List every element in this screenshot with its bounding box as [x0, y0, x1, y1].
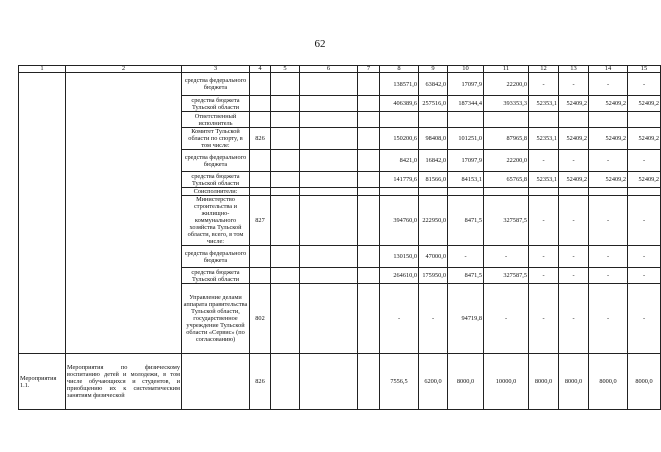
- value-cell: 101251,0: [448, 128, 484, 150]
- column-number-row: [19, 66, 661, 73]
- value-cell: 8000,0: [589, 354, 628, 410]
- empty-cell: [300, 172, 358, 188]
- empty-cell: [358, 112, 380, 128]
- value-cell: 406389,6: [380, 96, 419, 112]
- value-cell: 257516,0: [419, 96, 448, 112]
- value-cell: 52409,2: [628, 96, 661, 112]
- empty-cell: [271, 96, 300, 112]
- value-cell: 6200,0: [419, 354, 448, 410]
- column-header: 5: [271, 66, 300, 73]
- event-name-cell: [66, 73, 182, 354]
- source-cell: средства бюджета Тульской области: [182, 172, 250, 188]
- value-cell: -: [628, 246, 661, 268]
- value-cell: [448, 112, 484, 128]
- value-cell: 98408,0: [419, 128, 448, 150]
- value-cell: 87965,8: [484, 128, 529, 150]
- code-cell: [250, 73, 271, 96]
- empty-cell: [300, 96, 358, 112]
- value-cell: 264610,0: [380, 268, 419, 284]
- value-cell: 327587,5: [484, 268, 529, 284]
- value-cell: 175950,0: [419, 268, 448, 284]
- value-cell: 141779,6: [380, 172, 419, 188]
- value-cell: 52353,1: [529, 172, 559, 188]
- source-cell: средства федерального бюджета: [182, 150, 250, 172]
- empty-cell: [300, 112, 358, 128]
- empty-cell: [358, 196, 380, 246]
- section-label-cell: Соисполнители:: [182, 188, 250, 196]
- value-cell: -: [380, 284, 419, 354]
- value-cell: -: [589, 268, 628, 284]
- value-cell: [484, 112, 529, 128]
- value-cell: 17097,9: [448, 73, 484, 96]
- value-cell: [559, 188, 589, 196]
- value-cell: [529, 112, 559, 128]
- source-cell: Комитет Тульской области по спорту, в том числе:: [182, 128, 250, 150]
- code-cell: 826: [250, 128, 271, 150]
- empty-cell: [358, 246, 380, 268]
- value-cell: -: [628, 284, 661, 354]
- empty-cell: [358, 96, 380, 112]
- value-cell: 8471,5: [448, 268, 484, 284]
- empty-cell: [271, 112, 300, 128]
- empty-cell: [358, 188, 380, 196]
- value-cell: 22200,0: [484, 150, 529, 172]
- value-cell: 138571,0: [380, 73, 419, 96]
- value-cell: -: [559, 150, 589, 172]
- event-description: Мероприятия по физическому воспитанию детей и молодежи, в том числе обучающихся и студентов, и приобщению их к систематическим занятиям физической: [66, 354, 182, 410]
- column-header: 1: [19, 66, 66, 73]
- value-cell: [589, 188, 628, 196]
- column-header: 4: [250, 66, 271, 73]
- value-cell: -: [589, 150, 628, 172]
- code-cell: 827: [250, 196, 271, 246]
- empty-cell: [358, 268, 380, 284]
- empty-cell: [300, 188, 358, 196]
- column-header: 13: [559, 66, 589, 73]
- value-cell: 52353,1: [529, 128, 559, 150]
- empty-cell: [358, 284, 380, 354]
- empty-cell: [271, 246, 300, 268]
- column-header: 15: [628, 66, 661, 73]
- code-cell: [250, 96, 271, 112]
- value-cell: 394760,0: [380, 196, 419, 246]
- value-cell: -: [529, 150, 559, 172]
- value-cell: -: [529, 73, 559, 96]
- value-cell: 327587,5: [484, 196, 529, 246]
- budget-table: [18, 65, 661, 410]
- column-header: 2: [66, 66, 182, 73]
- value-cell: -: [589, 246, 628, 268]
- code-cell: [250, 246, 271, 268]
- value-cell: -: [448, 246, 484, 268]
- value-cell: 8000,0: [529, 354, 559, 410]
- empty-cell: [271, 73, 300, 96]
- value-cell: [448, 188, 484, 196]
- source-cell: Министерство строительства и жилищно-коммунального хозяйства Тульской области, всего, в том числе:: [182, 196, 250, 246]
- section-label-cell: Ответственный исполнитель: [182, 112, 250, 128]
- value-cell: [380, 188, 419, 196]
- value-cell: 65765,8: [484, 172, 529, 188]
- empty-cell: [271, 354, 300, 410]
- value-cell: 10000,0: [484, 354, 529, 410]
- empty-cell: [358, 73, 380, 96]
- value-cell: -: [419, 284, 448, 354]
- value-cell: [628, 188, 661, 196]
- column-header: 10: [448, 66, 484, 73]
- value-cell: 16842,0: [419, 150, 448, 172]
- value-cell: 52353,1: [529, 96, 559, 112]
- event-row: [19, 354, 661, 410]
- code-cell: [250, 112, 271, 128]
- value-cell: -: [589, 284, 628, 354]
- value-cell: -: [484, 284, 529, 354]
- column-header: 14: [589, 66, 628, 73]
- value-cell: -: [559, 246, 589, 268]
- code-cell: 802: [250, 284, 271, 354]
- value-cell: [484, 188, 529, 196]
- value-cell: 8000,0: [559, 354, 589, 410]
- empty-cell: [300, 150, 358, 172]
- empty-cell: [271, 284, 300, 354]
- source-cell: средства федерального бюджета: [182, 246, 250, 268]
- value-cell: 8471,5: [448, 196, 484, 246]
- value-cell: 52409,2: [628, 172, 661, 188]
- empty-cell: [271, 188, 300, 196]
- value-cell: 52409,2: [589, 96, 628, 112]
- empty-cell: [271, 196, 300, 246]
- empty-cell: [300, 268, 358, 284]
- event-number-cell: [19, 73, 66, 354]
- value-cell: 94719,8: [448, 284, 484, 354]
- code-cell: [250, 188, 271, 196]
- value-cell: 52409,2: [589, 172, 628, 188]
- empty-cell: [358, 150, 380, 172]
- value-cell: 8000,0: [628, 354, 661, 410]
- code-cell: [250, 150, 271, 172]
- value-cell: 84153,1: [448, 172, 484, 188]
- column-header: 6: [300, 66, 358, 73]
- value-cell: 150200,6: [380, 128, 419, 150]
- value-cell: 17097,9: [448, 150, 484, 172]
- source-cell: Управление делами аппарата правительства Тульской области, государственное учреждение Тульской области «Сервис» (по согласованию): [182, 284, 250, 354]
- source-cell: средства бюджета Тульской области: [182, 96, 250, 112]
- source-cell: [182, 354, 250, 410]
- value-cell: 130150,0: [380, 246, 419, 268]
- value-cell: [380, 112, 419, 128]
- source-cell: средства бюджета Тульской области: [182, 268, 250, 284]
- value-cell: 8000,0: [448, 354, 484, 410]
- empty-cell: [300, 246, 358, 268]
- value-cell: [419, 112, 448, 128]
- empty-cell: [271, 128, 300, 150]
- empty-cell: [358, 354, 380, 410]
- column-header: 11: [484, 66, 529, 73]
- value-cell: -: [529, 246, 559, 268]
- column-header: 3: [182, 66, 250, 73]
- value-cell: 187344,4: [448, 96, 484, 112]
- page-number: 62: [314, 38, 326, 50]
- empty-cell: [271, 172, 300, 188]
- value-cell: 7556,5: [380, 354, 419, 410]
- empty-cell: [300, 354, 358, 410]
- value-cell: 63842,0: [419, 73, 448, 96]
- empty-cell: [271, 150, 300, 172]
- table-row: [19, 73, 661, 96]
- value-cell: -: [529, 196, 559, 246]
- value-cell: -: [559, 196, 589, 246]
- value-cell: [559, 112, 589, 128]
- value-cell: -: [628, 268, 661, 284]
- value-cell: -: [628, 196, 661, 246]
- value-cell: -: [628, 73, 661, 96]
- value-cell: 8421,0: [380, 150, 419, 172]
- value-cell: [419, 188, 448, 196]
- empty-cell: [300, 284, 358, 354]
- value-cell: 222950,0: [419, 196, 448, 246]
- value-cell: -: [529, 284, 559, 354]
- empty-cell: [300, 73, 358, 96]
- column-header: 8: [380, 66, 419, 73]
- column-header: 7: [358, 66, 380, 73]
- value-cell: 52409,2: [628, 128, 661, 150]
- value-cell: -: [559, 268, 589, 284]
- column-header: 12: [529, 66, 559, 73]
- value-cell: -: [589, 73, 628, 96]
- code-cell: [250, 268, 271, 284]
- value-cell: 52409,2: [559, 96, 589, 112]
- value-cell: 22200,0: [484, 73, 529, 96]
- source-cell: средства федерального бюджета: [182, 73, 250, 96]
- value-cell: -: [529, 268, 559, 284]
- value-cell: -: [589, 196, 628, 246]
- value-cell: 52409,2: [559, 172, 589, 188]
- value-cell: [589, 112, 628, 128]
- value-cell: -: [559, 284, 589, 354]
- value-cell: [529, 188, 559, 196]
- value-cell: [628, 112, 661, 128]
- empty-cell: [300, 128, 358, 150]
- column-header: 9: [419, 66, 448, 73]
- value-cell: 52409,2: [559, 128, 589, 150]
- empty-cell: [271, 268, 300, 284]
- empty-cell: [358, 128, 380, 150]
- value-cell: 47000,0: [419, 246, 448, 268]
- value-cell: -: [484, 246, 529, 268]
- value-cell: 52409,2: [589, 128, 628, 150]
- code-cell: [250, 172, 271, 188]
- value-cell: 81566,0: [419, 172, 448, 188]
- event-number: Мероприятия 1.1.: [19, 354, 66, 410]
- code-cell: 826: [250, 354, 271, 410]
- empty-cell: [300, 196, 358, 246]
- empty-cell: [358, 172, 380, 188]
- value-cell: -: [628, 150, 661, 172]
- value-cell: -: [559, 73, 589, 96]
- value-cell: 393353,3: [484, 96, 529, 112]
